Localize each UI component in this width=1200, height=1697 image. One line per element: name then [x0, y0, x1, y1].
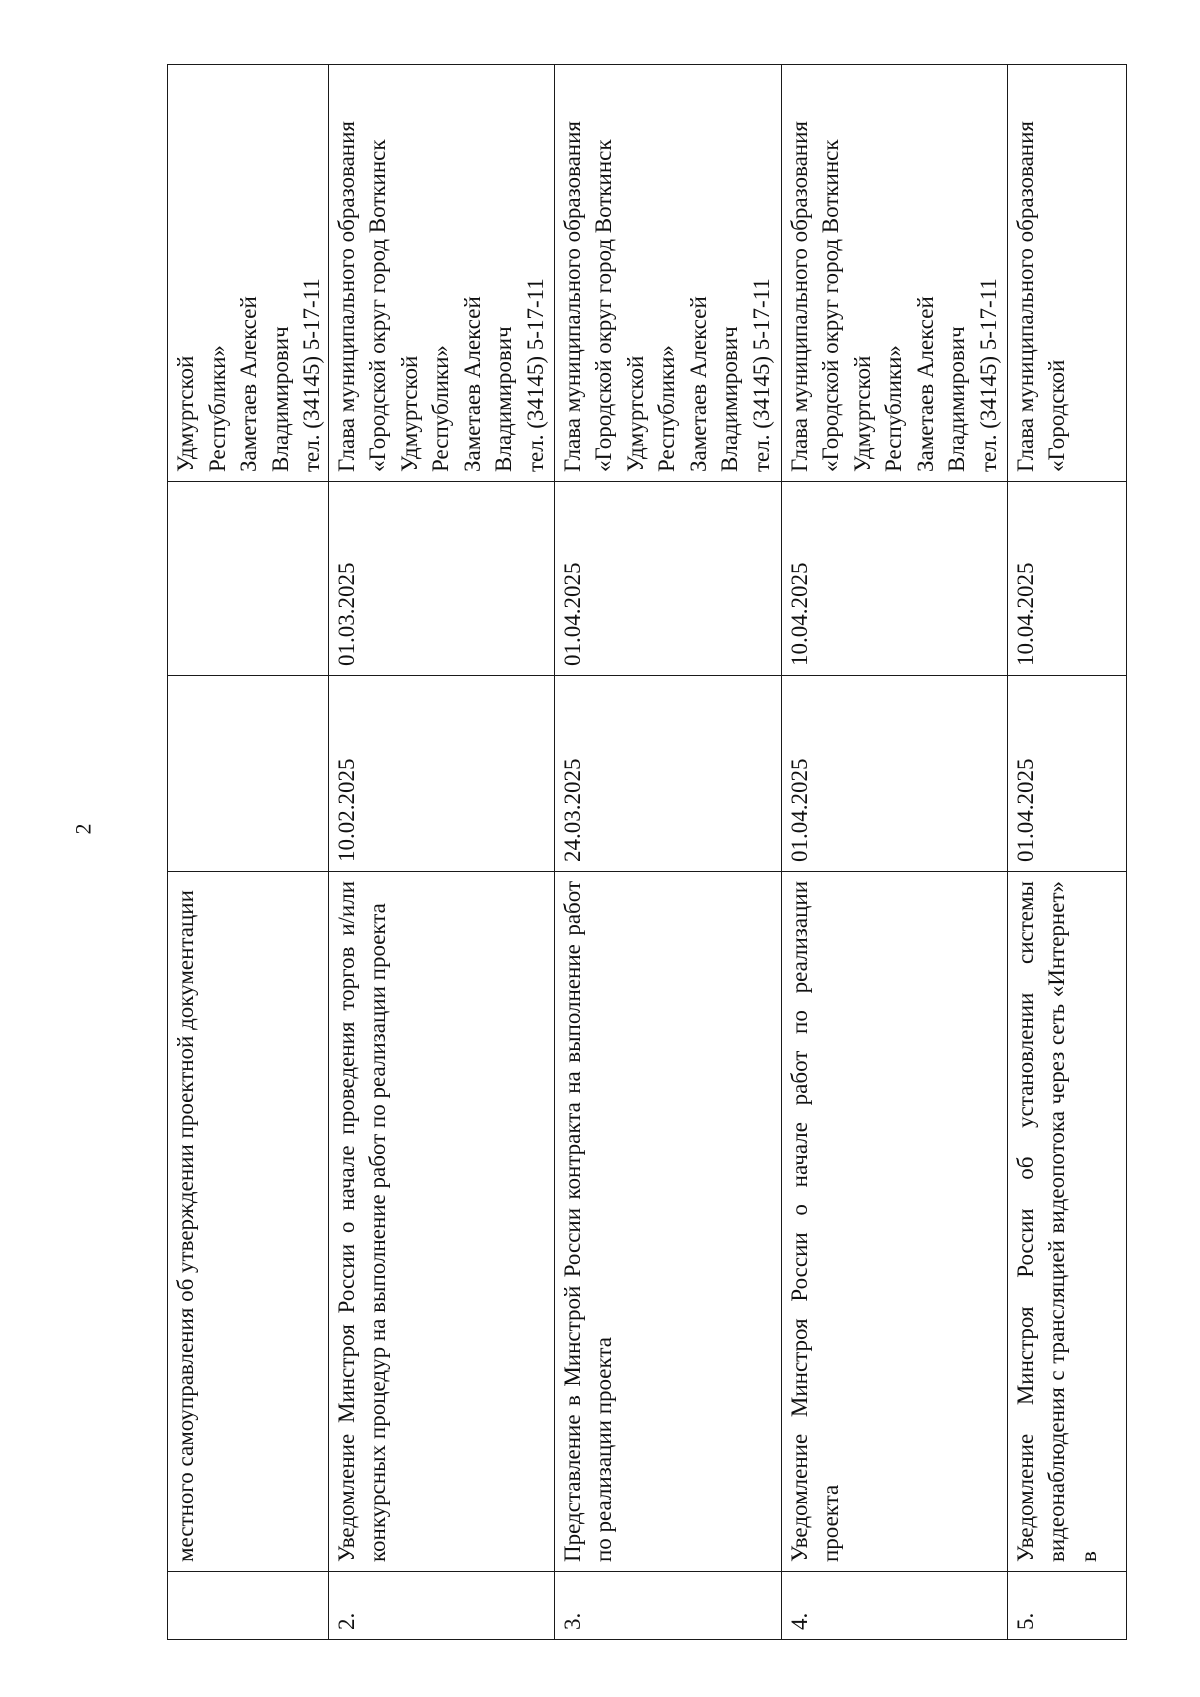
- event-description: Уведомление Минстроя России об установлении системы видеонаблюдения с трансляцией видеопотока через сеть «Интернет» в: [1007, 872, 1126, 1572]
- end-date: 10.04.2025: [1007, 482, 1126, 676]
- row-number: 2.: [328, 1572, 554, 1640]
- responsible-person: Глава муниципального образования «Городской округ город Воткинск Удмуртской Республики» Заметаев Алексей Владимирович тел. (34145) 5-17-11: [781, 65, 1007, 482]
- start-date: 01.04.2025: [1007, 676, 1126, 872]
- responsible-person: Глава муниципального образования «Городской округ город Воткинск Удмуртской Республики» Заметаев Алексей Владимирович тел. (34145) 5-17-11: [554, 65, 781, 482]
- event-description: Представление в Минстрой России контракта на выполнение работ по реализации проекта: [554, 872, 781, 1572]
- responsible-person: Глава муниципального образования «Городской округ город Воткинск Удмуртской Республики» Заметаев Алексей Владимирович тел. (34145) 5-17-11: [328, 65, 554, 482]
- table-row: [554, 65, 781, 1640]
- end-date: 10.04.2025: [781, 482, 1007, 676]
- end-date: [168, 482, 329, 676]
- responsible-person: Глава муниципального образования «Городской: [1007, 65, 1126, 482]
- start-date: [168, 676, 329, 872]
- table-row: [328, 65, 554, 1640]
- table-row: [168, 65, 329, 1640]
- end-date: 01.04.2025: [554, 482, 781, 676]
- row-number: [168, 1572, 329, 1640]
- table-row: [781, 65, 1007, 1640]
- rotated-table-wrapper: [167, 65, 1104, 1640]
- row-number: 4.: [781, 1572, 1007, 1640]
- start-date: 24.03.2025: [554, 676, 781, 872]
- schedule-table: [167, 64, 1127, 1640]
- end-date: 01.03.2025: [328, 482, 554, 676]
- start-date: 10.02.2025: [328, 676, 554, 872]
- event-description: местного самоуправления об утверждении проектной документации: [168, 872, 329, 1572]
- row-number: 3.: [554, 1572, 781, 1640]
- page-number: 2: [70, 823, 96, 835]
- row-number: 5.: [1007, 1572, 1126, 1640]
- event-description: Уведомление Минстроя России о начале проведения торгов и/или конкурсных процедур на выполнение работ по реализации проекта: [328, 872, 554, 1572]
- responsible-person: Удмуртской Республики» Заметаев Алексей Владимирович тел. (34145) 5-17-11: [168, 65, 329, 482]
- event-description: Уведомление Минстроя России о начале работ по реализации проекта: [781, 872, 1007, 1572]
- start-date: 01.04.2025: [781, 676, 1007, 872]
- table-row: [1007, 65, 1126, 1640]
